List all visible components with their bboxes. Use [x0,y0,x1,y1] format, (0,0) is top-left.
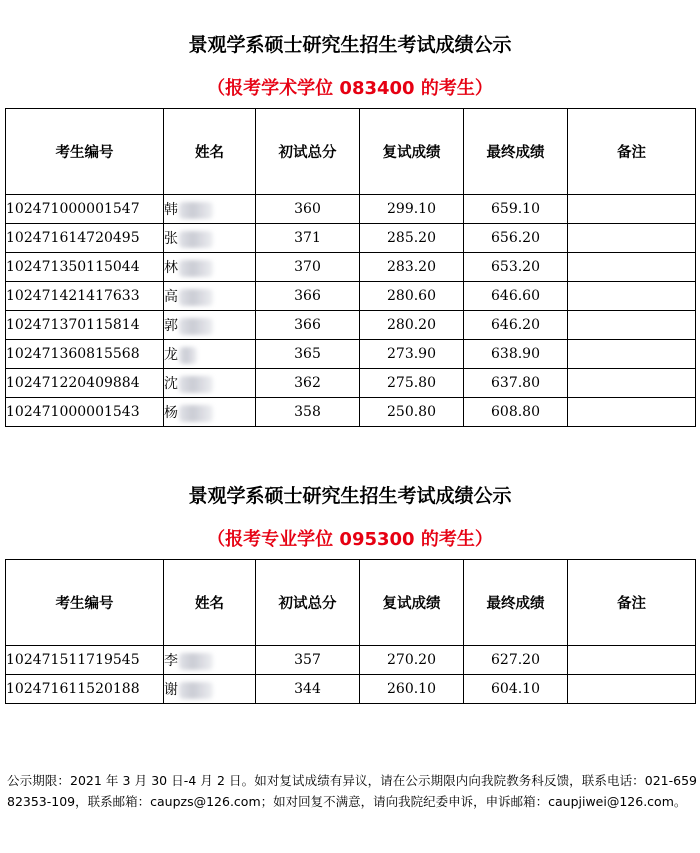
section-subtitle: （报考学术学位 083400 的考生） [207,78,493,99]
surname: 杨 [164,405,178,421]
initial-score-cell: 360 [256,195,360,224]
redacted-name [179,653,213,670]
remarks-cell [568,398,696,427]
retest-score-cell: 250.80 [360,398,464,427]
table-row [6,675,696,704]
header-initial-score: 初试总分 [256,109,360,195]
initial-score-cell: 370 [256,253,360,282]
header-remarks: 备注 [568,560,696,646]
header-initial-score: 初试总分 [256,560,360,646]
surname: 张 [164,231,178,247]
remarks-cell [568,340,696,369]
table-row [6,340,696,369]
name-cell [164,369,256,398]
exam-id-cell: 102471614720495 [6,224,164,253]
final-score-cell: 659.10 [464,195,568,224]
header-retest-score: 复试成绩 [360,560,464,646]
retest-score-cell: 280.60 [360,282,464,311]
redacted-name [179,231,213,248]
exam-id-cell: 102471611520188 [6,675,164,704]
exam-id-cell: 102471000001543 [6,398,164,427]
header-name: 姓名 [164,109,256,195]
table-row [6,398,696,427]
exam-id-cell: 102471421417633 [6,282,164,311]
surname: 龙 [164,347,178,363]
redacted-name [179,682,213,699]
retest-score-cell: 273.90 [360,340,464,369]
name-cell [164,253,256,282]
redacted-name [179,347,197,364]
remarks-cell [568,253,696,282]
scores-table [5,108,696,427]
initial-score-cell: 365 [256,340,360,369]
header-final-score: 最终成绩 [464,109,568,195]
final-score-cell: 638.90 [464,340,568,369]
retest-score-cell: 275.80 [360,369,464,398]
retest-score-cell: 285.20 [360,224,464,253]
redacted-name [179,202,213,219]
redacted-name [179,376,213,393]
exam-id-cell: 102471511719545 [6,646,164,675]
surname: 沈 [164,376,178,392]
initial-score-cell: 366 [256,282,360,311]
header-retest-score: 复试成绩 [360,109,464,195]
retest-score-cell: 299.10 [360,195,464,224]
name-cell [164,224,256,253]
surname: 谢 [164,682,178,698]
surname: 林 [164,260,178,276]
initial-score-cell: 344 [256,675,360,704]
name-cell [164,282,256,311]
name-cell [164,646,256,675]
section-title: 景观学系硕士研究生招生考试成绩公示 [188,485,512,507]
remarks-cell [568,282,696,311]
header-exam-id: 考生编号 [6,109,164,195]
exam-id-cell: 102471350115044 [6,253,164,282]
exam-id-cell: 102471360815568 [6,340,164,369]
initial-score-cell: 358 [256,398,360,427]
remarks-cell [568,675,696,704]
redacted-name [179,318,213,335]
name-cell [164,195,256,224]
initial-score-cell: 371 [256,224,360,253]
retest-score-cell: 283.20 [360,253,464,282]
header-name: 姓名 [164,560,256,646]
surname: 郭 [164,318,178,334]
scores-table [5,559,696,704]
final-score-cell: 646.20 [464,311,568,340]
exam-id-cell: 102471000001547 [6,195,164,224]
retest-score-cell: 260.10 [360,675,464,704]
name-cell [164,340,256,369]
initial-score-cell: 357 [256,646,360,675]
final-score-cell: 653.20 [464,253,568,282]
exam-id-cell: 102471220409884 [6,369,164,398]
name-cell [164,398,256,427]
surname: 高 [164,289,178,305]
final-score-cell: 604.10 [464,675,568,704]
final-score-cell: 637.80 [464,369,568,398]
table-row [6,224,696,253]
retest-score-cell: 270.20 [360,646,464,675]
final-score-cell: 627.20 [464,646,568,675]
table-row [6,195,696,224]
table-header-row [6,109,696,195]
exam-id-cell: 102471370115814 [6,311,164,340]
header-final-score: 最终成绩 [464,560,568,646]
notice-footer: 公示期限：2021 年 3 月 30 日-4 月 2 日。如对复试成绩有异议，请在公示期限内向我院教务科反馈，联系电话：021-65982353-109，联系邮箱：caupzs@126.com；如对回复不满意，请向我院纪委申诉，申诉邮箱：caupjiwei@126.com。 [7,773,697,809]
initial-score-cell: 366 [256,311,360,340]
table-row [6,311,696,340]
redacted-name [179,289,213,306]
remarks-cell [568,311,696,340]
section-subtitle: （报考专业学位 095300 的考生） [207,529,493,550]
initial-score-cell: 362 [256,369,360,398]
redacted-name [179,405,213,422]
table-row [6,646,696,675]
table-row [6,369,696,398]
table-row [6,253,696,282]
name-cell [164,311,256,340]
header-exam-id: 考生编号 [6,560,164,646]
retest-score-cell: 280.20 [360,311,464,340]
remarks-cell [568,369,696,398]
final-score-cell: 646.60 [464,282,568,311]
final-score-cell: 656.20 [464,224,568,253]
final-score-cell: 608.80 [464,398,568,427]
remarks-cell [568,224,696,253]
redacted-name [179,260,213,277]
header-remarks: 备注 [568,109,696,195]
name-cell [164,675,256,704]
table-row [6,282,696,311]
table-header-row [6,560,696,646]
remarks-cell [568,646,696,675]
section-title: 景观学系硕士研究生招生考试成绩公示 [188,34,512,56]
remarks-cell [568,195,696,224]
surname: 李 [164,653,178,669]
surname: 韩 [164,202,178,218]
